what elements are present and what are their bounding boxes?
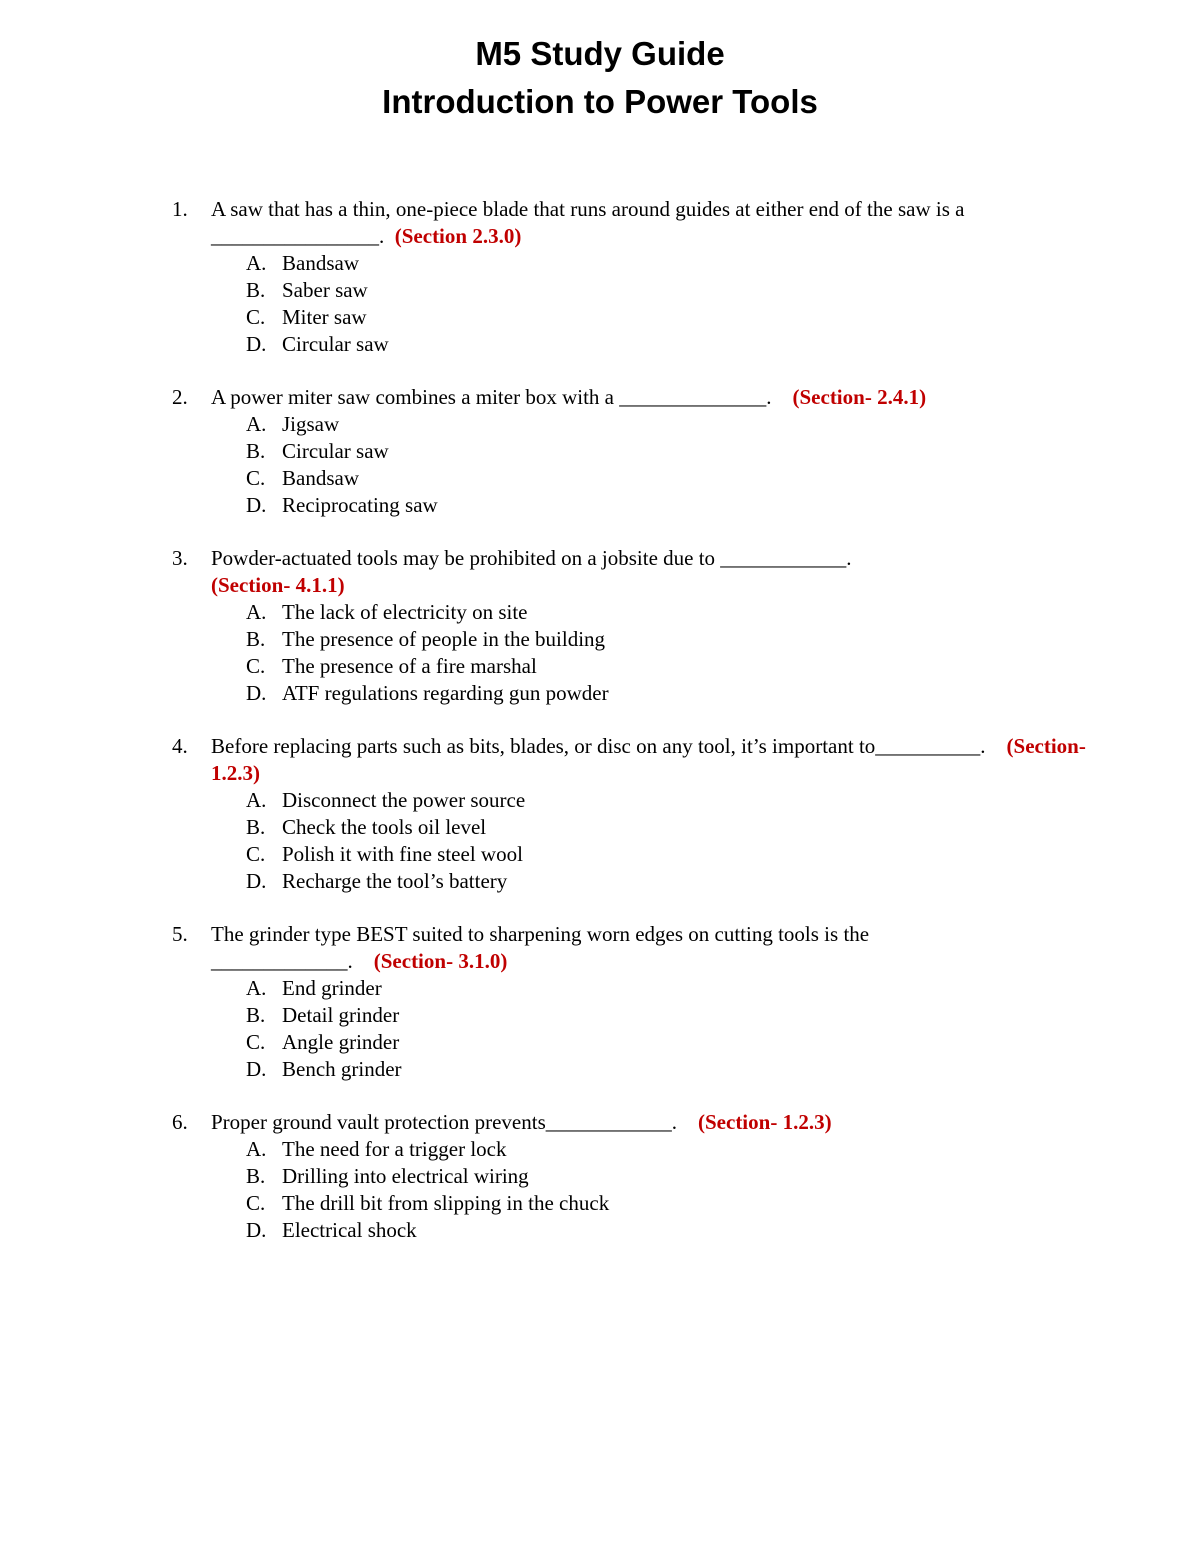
option-letter: D. <box>246 681 267 705</box>
question-text <box>211 921 1092 975</box>
option-text: The lack of electricity on site <box>282 600 528 624</box>
option-letter: C. <box>246 842 266 866</box>
document-subtitle: Introduction to Power Tools <box>382 83 818 120</box>
option-letter: B. <box>246 278 266 302</box>
question-2 <box>172 384 1092 519</box>
answer-options <box>172 975 1092 1083</box>
question-stem: A saw that has a thin, one-piece blade that runs around guides at either end of the saw is a ________________. <box>211 197 965 248</box>
section-reference: (Section- 1.2.3) <box>211 734 1086 785</box>
answer-options <box>172 411 1092 519</box>
section-reference: (Section- 3.1.0) <box>373 949 508 973</box>
answer-option <box>172 304 1092 331</box>
question-4 <box>172 733 1092 895</box>
answer-option <box>172 814 1092 841</box>
question-text <box>211 545 1092 599</box>
option-text: Bandsaw <box>282 251 359 275</box>
question-text <box>211 196 1092 250</box>
option-text: Electrical shock <box>282 1218 417 1242</box>
question-1 <box>172 196 1092 358</box>
option-letter: A. <box>246 976 267 1000</box>
option-letter: A. <box>246 788 267 812</box>
option-letter: C. <box>246 1030 266 1054</box>
answer-options <box>172 1136 1092 1244</box>
answer-option <box>172 1029 1092 1056</box>
answer-option <box>172 1190 1092 1217</box>
answer-options <box>172 250 1092 358</box>
option-letter: B. <box>246 815 266 839</box>
document-title: M5 Study Guide <box>475 35 725 72</box>
answer-options <box>172 787 1092 895</box>
option-text: Drilling into electrical wiring <box>282 1164 529 1188</box>
option-letter: B. <box>246 1003 266 1027</box>
option-letter: C. <box>246 654 266 678</box>
option-text: Miter saw <box>282 305 367 329</box>
option-text: Reciprocating saw <box>282 493 438 517</box>
answer-option <box>172 277 1092 304</box>
section-reference: (Section- 1.2.3) <box>698 1110 832 1134</box>
option-text: End grinder <box>282 976 382 1000</box>
question-stem: Before replacing parts such as bits, blades, or disc on any tool, it’s important to__________. <box>211 734 986 758</box>
answer-option <box>172 1217 1092 1244</box>
option-letter: B. <box>246 627 266 651</box>
question-number: 1. <box>172 197 188 221</box>
option-letter: A. <box>246 412 267 436</box>
question-text <box>211 384 1092 411</box>
question-3 <box>172 545 1092 707</box>
question-number: 2. <box>172 385 188 409</box>
option-text: Bandsaw <box>282 466 359 490</box>
option-text: Angle grinder <box>282 1030 400 1054</box>
question-stem: Proper ground vault protection prevents____________. <box>211 1110 677 1134</box>
answer-option <box>172 331 1092 358</box>
question-number: 4. <box>172 734 188 758</box>
option-letter: D. <box>246 869 267 893</box>
question-list <box>172 196 1092 1270</box>
answer-option <box>172 1002 1092 1029</box>
option-text: The need for a trigger lock <box>282 1137 507 1161</box>
answer-option <box>172 680 1092 707</box>
option-text: The presence of a fire marshal <box>282 654 537 678</box>
answer-option <box>172 492 1092 519</box>
answer-option <box>172 465 1092 492</box>
answer-options <box>172 599 1092 707</box>
question-number: 6. <box>172 1110 188 1134</box>
option-letter: D. <box>246 493 267 517</box>
answer-option <box>172 653 1092 680</box>
option-text: Circular saw <box>282 332 389 356</box>
question-stem: The grinder type BEST suited to sharpening worn edges on cutting tools is the _____________. <box>211 922 870 973</box>
answer-option <box>172 975 1092 1002</box>
option-letter: D. <box>246 1218 267 1242</box>
option-text: Polish it with fine steel wool <box>282 842 523 866</box>
question-text <box>211 1109 1092 1136</box>
answer-option <box>172 411 1092 438</box>
option-letter: D. <box>246 332 267 356</box>
answer-option <box>172 1136 1092 1163</box>
option-letter: B. <box>246 439 266 463</box>
option-letter: C. <box>246 1191 266 1215</box>
answer-option <box>172 841 1092 868</box>
option-text: Saber saw <box>282 278 368 302</box>
option-text: Check the tools oil level <box>282 815 487 839</box>
answer-option <box>172 250 1092 277</box>
option-letter: C. <box>246 305 266 329</box>
answer-option <box>172 1163 1092 1190</box>
option-text: Jigsaw <box>282 412 340 436</box>
section-reference: (Section- 2.4.1) <box>792 385 927 409</box>
question-6 <box>172 1109 1092 1244</box>
section-reference: (Section 2.3.0) <box>394 224 522 248</box>
answer-option <box>172 626 1092 653</box>
answer-option <box>172 599 1092 626</box>
question-number: 3. <box>172 546 188 570</box>
question-number: 5. <box>172 922 188 946</box>
question-5 <box>172 921 1092 1083</box>
option-text: The presence of people in the building <box>282 627 606 651</box>
option-letter: A. <box>246 251 267 275</box>
option-text: The drill bit from slipping in the chuck <box>282 1191 610 1215</box>
question-text <box>211 733 1092 787</box>
question-stem: A power miter saw combines a miter box with a ______________. <box>211 385 772 409</box>
option-letter: B. <box>246 1164 266 1188</box>
question-stem: Powder-actuated tools may be prohibited on a jobsite due to ____________. <box>211 546 852 570</box>
answer-option <box>172 787 1092 814</box>
answer-option <box>172 1056 1092 1083</box>
section-reference: (Section- 4.1.1) <box>211 573 345 597</box>
option-letter: A. <box>246 1137 267 1161</box>
option-text: ATF regulations regarding gun powder <box>282 681 609 705</box>
title-block <box>0 30 1200 126</box>
option-text: Circular saw <box>282 439 389 463</box>
option-text: Detail grinder <box>282 1003 400 1027</box>
option-letter: D. <box>246 1057 267 1081</box>
option-text: Disconnect the power source <box>282 788 526 812</box>
option-letter: A. <box>246 600 267 624</box>
answer-option <box>172 438 1092 465</box>
option-letter: C. <box>246 466 266 490</box>
answer-option <box>172 868 1092 895</box>
option-text: Recharge the tool’s battery <box>282 869 508 893</box>
option-text: Bench grinder <box>282 1057 402 1081</box>
